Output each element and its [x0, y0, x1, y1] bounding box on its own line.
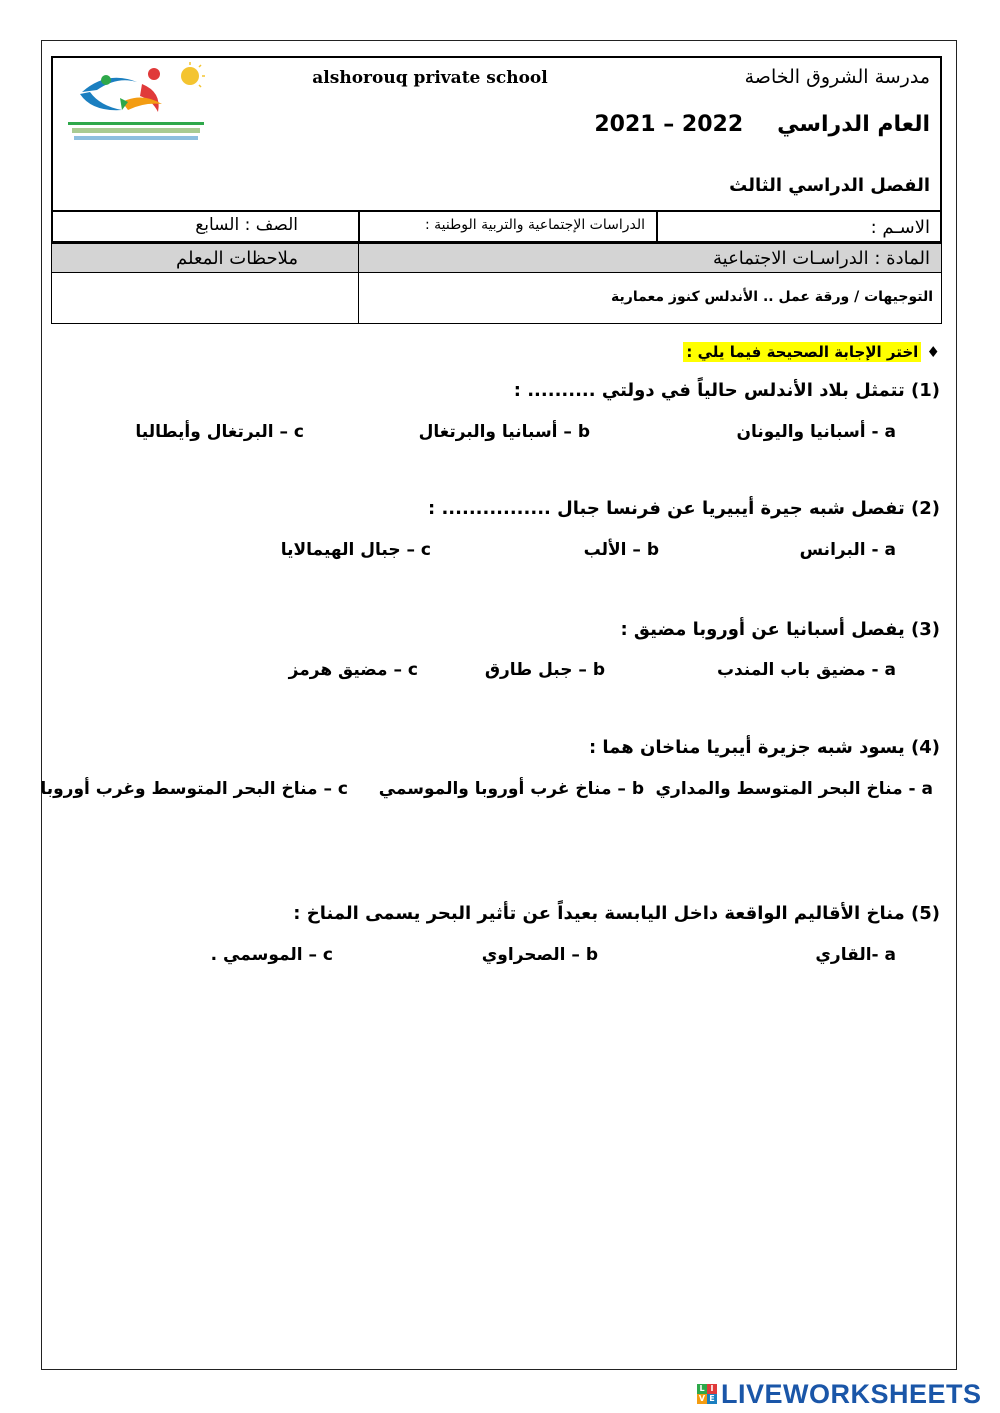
option-1c[interactable]: c – البرتغال وأيطاليا: [135, 422, 304, 442]
question-1: [514, 380, 940, 401]
question-5: [293, 903, 940, 924]
name-label: الاسـم :: [870, 217, 930, 238]
question-text: يسود شبه جزيرة أيبريا مناخان هما :: [588, 737, 905, 758]
question-text: تتمثل بلاد الأندلس حالياً في دولتي .......... :: [513, 380, 905, 401]
question-number: (1): [911, 380, 940, 401]
question-text: تفصل شبه جيرة أيبيريا عن فرنسا جبال ................ :: [428, 498, 905, 519]
option-5a[interactable]: a -القاري: [815, 945, 896, 965]
question-number: (3): [911, 619, 940, 640]
option-4b[interactable]: b – مناخ غرب أوروبا والموسمي: [378, 779, 644, 799]
option-1a[interactable]: a - أسبانيا واليونان: [736, 422, 896, 442]
info-row-divider-1: [358, 210, 360, 243]
option-5b[interactable]: b – الصحراوي: [481, 945, 598, 965]
instruction: [683, 343, 940, 361]
directions-text: التوجيهات / ورقة عمل .. الأندلس كنوز معمارية: [611, 289, 933, 305]
instruction-text: اختر الإجابة الصحيحة فيما يلي :: [683, 342, 921, 362]
question-2: [428, 498, 940, 519]
question-3: [620, 619, 940, 640]
option-4c[interactable]: c – مناخ البحر المتوسط وغرب أوروبا: [40, 779, 348, 799]
brand-text: LIVEWORKSHEETS: [721, 1378, 982, 1409]
teacher-notes-field[interactable]: [52, 274, 357, 323]
option-3c[interactable]: c – مضيق هرمز: [288, 660, 418, 680]
option-3a[interactable]: a - مضيق باب المندب: [716, 660, 896, 680]
term-label: الفصل الدراسي الثالث: [729, 175, 930, 196]
question-text: مناخ الأقاليم الواقعة داخل اليابسة بعيداً عن تأثير البحر يسمى المناخ :: [293, 903, 905, 924]
question-number: (4): [911, 737, 940, 758]
option-4a[interactable]: a - مناخ البحر المتوسط والمداري: [655, 779, 933, 799]
subject-full-label: الدراسات الإجتماعية والتربية الوطنية :: [424, 217, 645, 233]
liveworksheets-brand: [697, 1380, 982, 1408]
school-name-en: alshorouq private school: [312, 68, 548, 88]
grade-label: الصف : السابع: [195, 215, 298, 235]
option-2b[interactable]: b – الألب: [583, 540, 659, 560]
question-text: يفصل أسبانيا عن أوروبا مضيق :: [620, 619, 905, 640]
academic-year-label: العام الدراسي: [777, 112, 930, 137]
option-5c[interactable]: c – الموسمي .: [210, 945, 333, 965]
bullet-icon: ♦: [926, 343, 940, 361]
school-name-ar: مدرسة الشروق الخاصة: [744, 66, 930, 88]
question-4: [589, 737, 940, 758]
subject-label: المادة : الدراسـات الاجتماعية: [712, 248, 930, 269]
option-2a[interactable]: a - البرانس: [799, 540, 896, 560]
liveworksheets-icon: L I V E: [697, 1384, 717, 1404]
question-number: (2): [911, 498, 940, 519]
teacher-notes-label: ملاحظات المعلم: [176, 248, 298, 269]
academic-year-line: [594, 112, 930, 137]
option-1b[interactable]: b – أسبانيا والبرتغال: [418, 422, 590, 442]
academic-year: 2022 – 2021: [594, 112, 744, 137]
info-row-divider-2: [656, 210, 658, 243]
school-logo: [62, 62, 212, 146]
question-number: (5): [911, 903, 940, 924]
info-row-top-border: [51, 210, 942, 212]
option-2c[interactable]: c – جبال الهيمالايا: [280, 540, 431, 560]
option-3b[interactable]: b – جبل طارق: [484, 660, 605, 680]
